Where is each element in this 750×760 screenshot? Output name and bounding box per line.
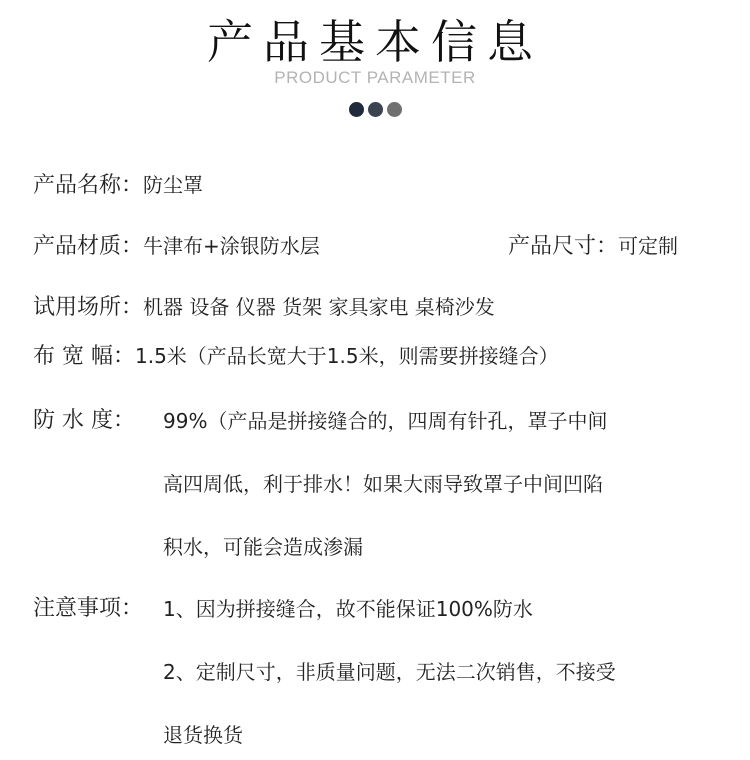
notes-line [163, 720, 243, 751]
waterproof-text: 99%（产品是拼接缝合的，四周有针孔，罩子中间 [163, 409, 608, 433]
product-name-row [33, 170, 203, 201]
waterproof-line [163, 406, 607, 437]
notes-text: 2、定制尺寸，非质量问题，无法二次销售，不接受 [163, 660, 616, 684]
product-material-value: 牛津布+涂银防水层 [143, 234, 320, 258]
decorative-dots [0, 102, 750, 117]
notes-label-row [33, 594, 143, 624]
page-title: 产品基本信息 [207, 15, 543, 69]
usage-value: 机器 设备 仪器 货架 家具家电 桌椅沙发 [143, 295, 495, 319]
waterproof-label: 防 水 度： [33, 408, 135, 433]
fabric-width-value: 1.5米（产品长宽大于1.5米，则需要拼接缝合） [135, 344, 559, 368]
product-material-label: 产品材质： [33, 234, 144, 259]
dot-icon [349, 102, 364, 117]
product-material-row [33, 231, 320, 262]
waterproof-label-row [33, 406, 135, 436]
notes-label: 注意事项： [33, 596, 144, 621]
dot-icon [387, 102, 402, 117]
notes-text: 1、因为拼接缝合，故不能保证100%防水 [163, 597, 533, 621]
notes-text: 退货换货 [163, 723, 243, 747]
notes-line [163, 657, 616, 688]
product-name-label: 产品名称： [33, 173, 144, 198]
usage-label: 试用场所： [33, 295, 144, 320]
page-subtitle: PRODUCT PARAMETER [274, 68, 476, 87]
usage-row [33, 292, 495, 323]
product-name-value: 防尘罩 [143, 173, 204, 197]
waterproof-line [163, 532, 363, 563]
waterproof-line [163, 469, 603, 500]
waterproof-text: 积水，可能会造成渗漏 [163, 535, 363, 559]
product-size-row [508, 231, 678, 262]
fabric-width-row [33, 341, 559, 372]
notes-line [163, 594, 533, 625]
dot-icon [368, 102, 383, 117]
fabric-width-label: 布 宽 幅： [33, 344, 135, 369]
waterproof-text: 高四周低，利于排水！如果大雨导致罩子中间凹陷 [163, 472, 603, 496]
product-size-value: 可定制 [618, 234, 679, 258]
product-size-label: 产品尺寸： [508, 234, 619, 259]
